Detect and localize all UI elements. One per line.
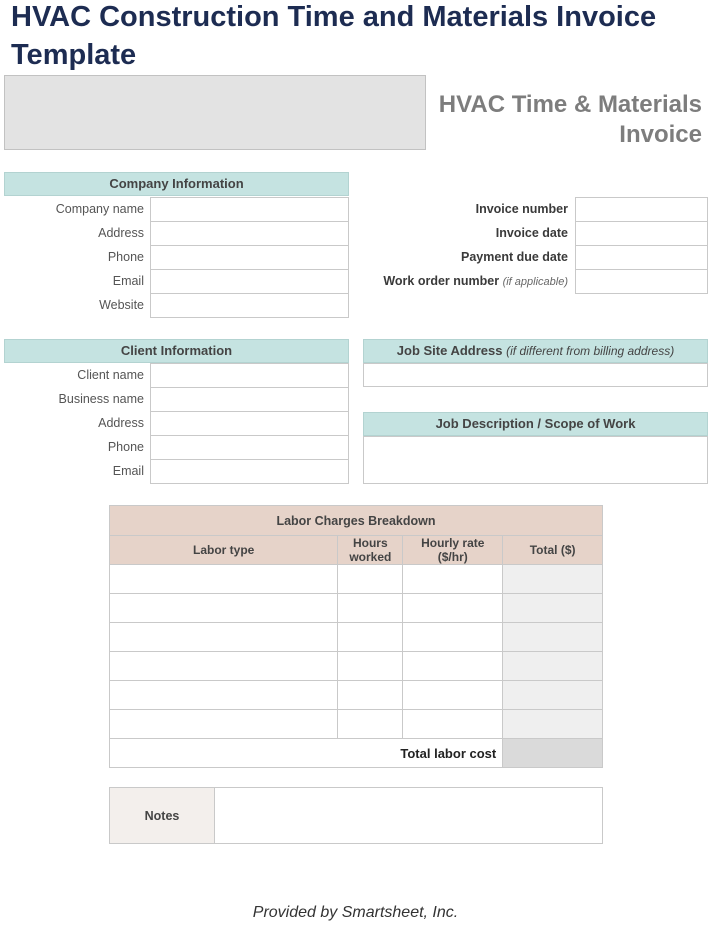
payment-due-date-label: Payment due date — [461, 250, 568, 264]
hours-cell[interactable] — [338, 565, 403, 594]
notes-input[interactable] — [214, 787, 603, 844]
work-order-number-label — [360, 269, 568, 293]
table-row — [110, 565, 603, 594]
rate-cell[interactable] — [403, 623, 503, 652]
company-phone-input[interactable] — [150, 245, 349, 270]
hours-cell[interactable] — [338, 594, 403, 623]
total-cell — [503, 652, 603, 681]
company-email-input[interactable] — [150, 269, 349, 294]
client-email-input[interactable] — [150, 459, 349, 484]
total-cell — [503, 623, 603, 652]
client-info-header: Client Information — [4, 339, 349, 363]
table-row — [110, 681, 603, 710]
invoice-heading: HVAC Time & Materials Invoice — [438, 91, 702, 148]
company-phone-label: Phone — [107, 250, 144, 264]
labor-type-cell[interactable] — [110, 565, 338, 594]
total-labor-cost-label: Total labor cost — [110, 739, 503, 768]
client-email-label: Email — [112, 464, 144, 478]
footer-credit: Provided by Smartsheet, Inc. — [252, 904, 459, 921]
payment-due-date-input[interactable] — [575, 245, 708, 270]
job-site-header — [363, 339, 708, 363]
labor-type-cell[interactable] — [110, 594, 338, 623]
table-row — [110, 623, 603, 652]
hours-cell[interactable] — [338, 710, 403, 739]
total-cell — [503, 594, 603, 623]
labor-type-cell[interactable] — [110, 681, 338, 710]
labor-table-title: Labor Charges Breakdown — [110, 506, 603, 536]
labor-type-header: Labor type — [110, 536, 338, 565]
table-row — [110, 710, 603, 739]
client-phone-input[interactable] — [150, 435, 349, 460]
hours-cell[interactable] — [338, 623, 403, 652]
hourly-rate-header-text: Hourly rate ($/hr) — [421, 536, 485, 564]
rate-cell[interactable] — [403, 652, 503, 681]
rate-cell[interactable] — [403, 681, 503, 710]
company-email-label: Email — [112, 274, 144, 288]
rate-cell[interactable] — [403, 594, 503, 623]
company-address-input[interactable] — [150, 221, 349, 246]
logo-placeholder[interactable] — [4, 75, 426, 150]
work-order-note: (if applicable) — [502, 276, 568, 288]
rate-cell[interactable] — [403, 565, 503, 594]
labor-type-cell[interactable] — [110, 652, 338, 681]
labor-type-cell[interactable] — [110, 710, 338, 739]
table-row — [110, 594, 603, 623]
invoice-number-label: Invoice number — [475, 202, 568, 216]
client-phone-label: Phone — [107, 440, 144, 454]
hours-cell[interactable] — [338, 681, 403, 710]
job-site-header-note: (if different from billing address) — [506, 344, 675, 358]
work-order-number-text: Work order number — [383, 274, 500, 288]
labor-charges-table — [109, 505, 603, 768]
job-site-address-input[interactable] — [363, 363, 708, 387]
job-description-input[interactable] — [363, 436, 708, 484]
business-name-input[interactable] — [150, 387, 349, 412]
company-name-input[interactable] — [150, 197, 349, 222]
client-address-label: Address — [98, 416, 144, 430]
client-name-label: Client name — [77, 368, 144, 382]
job-description-header: Job Description / Scope of Work — [363, 412, 708, 436]
total-labor-cost-value — [503, 739, 603, 768]
business-name-label: Business name — [58, 392, 144, 406]
total-cell — [503, 565, 603, 594]
total-cell — [503, 710, 603, 739]
work-order-number-input[interactable] — [575, 269, 708, 294]
total-cell — [503, 681, 603, 710]
hourly-rate-header — [403, 536, 503, 565]
job-site-header-text: Job Site Address — [396, 343, 503, 358]
table-row — [110, 652, 603, 681]
company-address-label: Address — [98, 226, 144, 240]
hours-worked-header-text: Hours worked — [349, 536, 392, 564]
hours-cell[interactable] — [338, 652, 403, 681]
company-info-header: Company Information — [4, 172, 349, 196]
client-name-input[interactable] — [150, 363, 349, 388]
client-address-input[interactable] — [150, 411, 349, 436]
notes-label: Notes — [109, 787, 215, 844]
invoice-number-input[interactable] — [575, 197, 708, 222]
invoice-date-input[interactable] — [575, 221, 708, 246]
company-name-label: Company name — [55, 202, 144, 216]
company-website-input[interactable] — [150, 293, 349, 318]
invoice-date-label: Invoice date — [495, 226, 568, 240]
company-website-label: Website — [99, 298, 144, 312]
hours-worked-header — [338, 536, 403, 565]
labor-type-cell[interactable] — [110, 623, 338, 652]
rate-cell[interactable] — [403, 710, 503, 739]
page-title: HVAC Construction Time and Materials Invoice Template — [11, 1, 657, 71]
total-header: Total ($) — [503, 536, 603, 565]
